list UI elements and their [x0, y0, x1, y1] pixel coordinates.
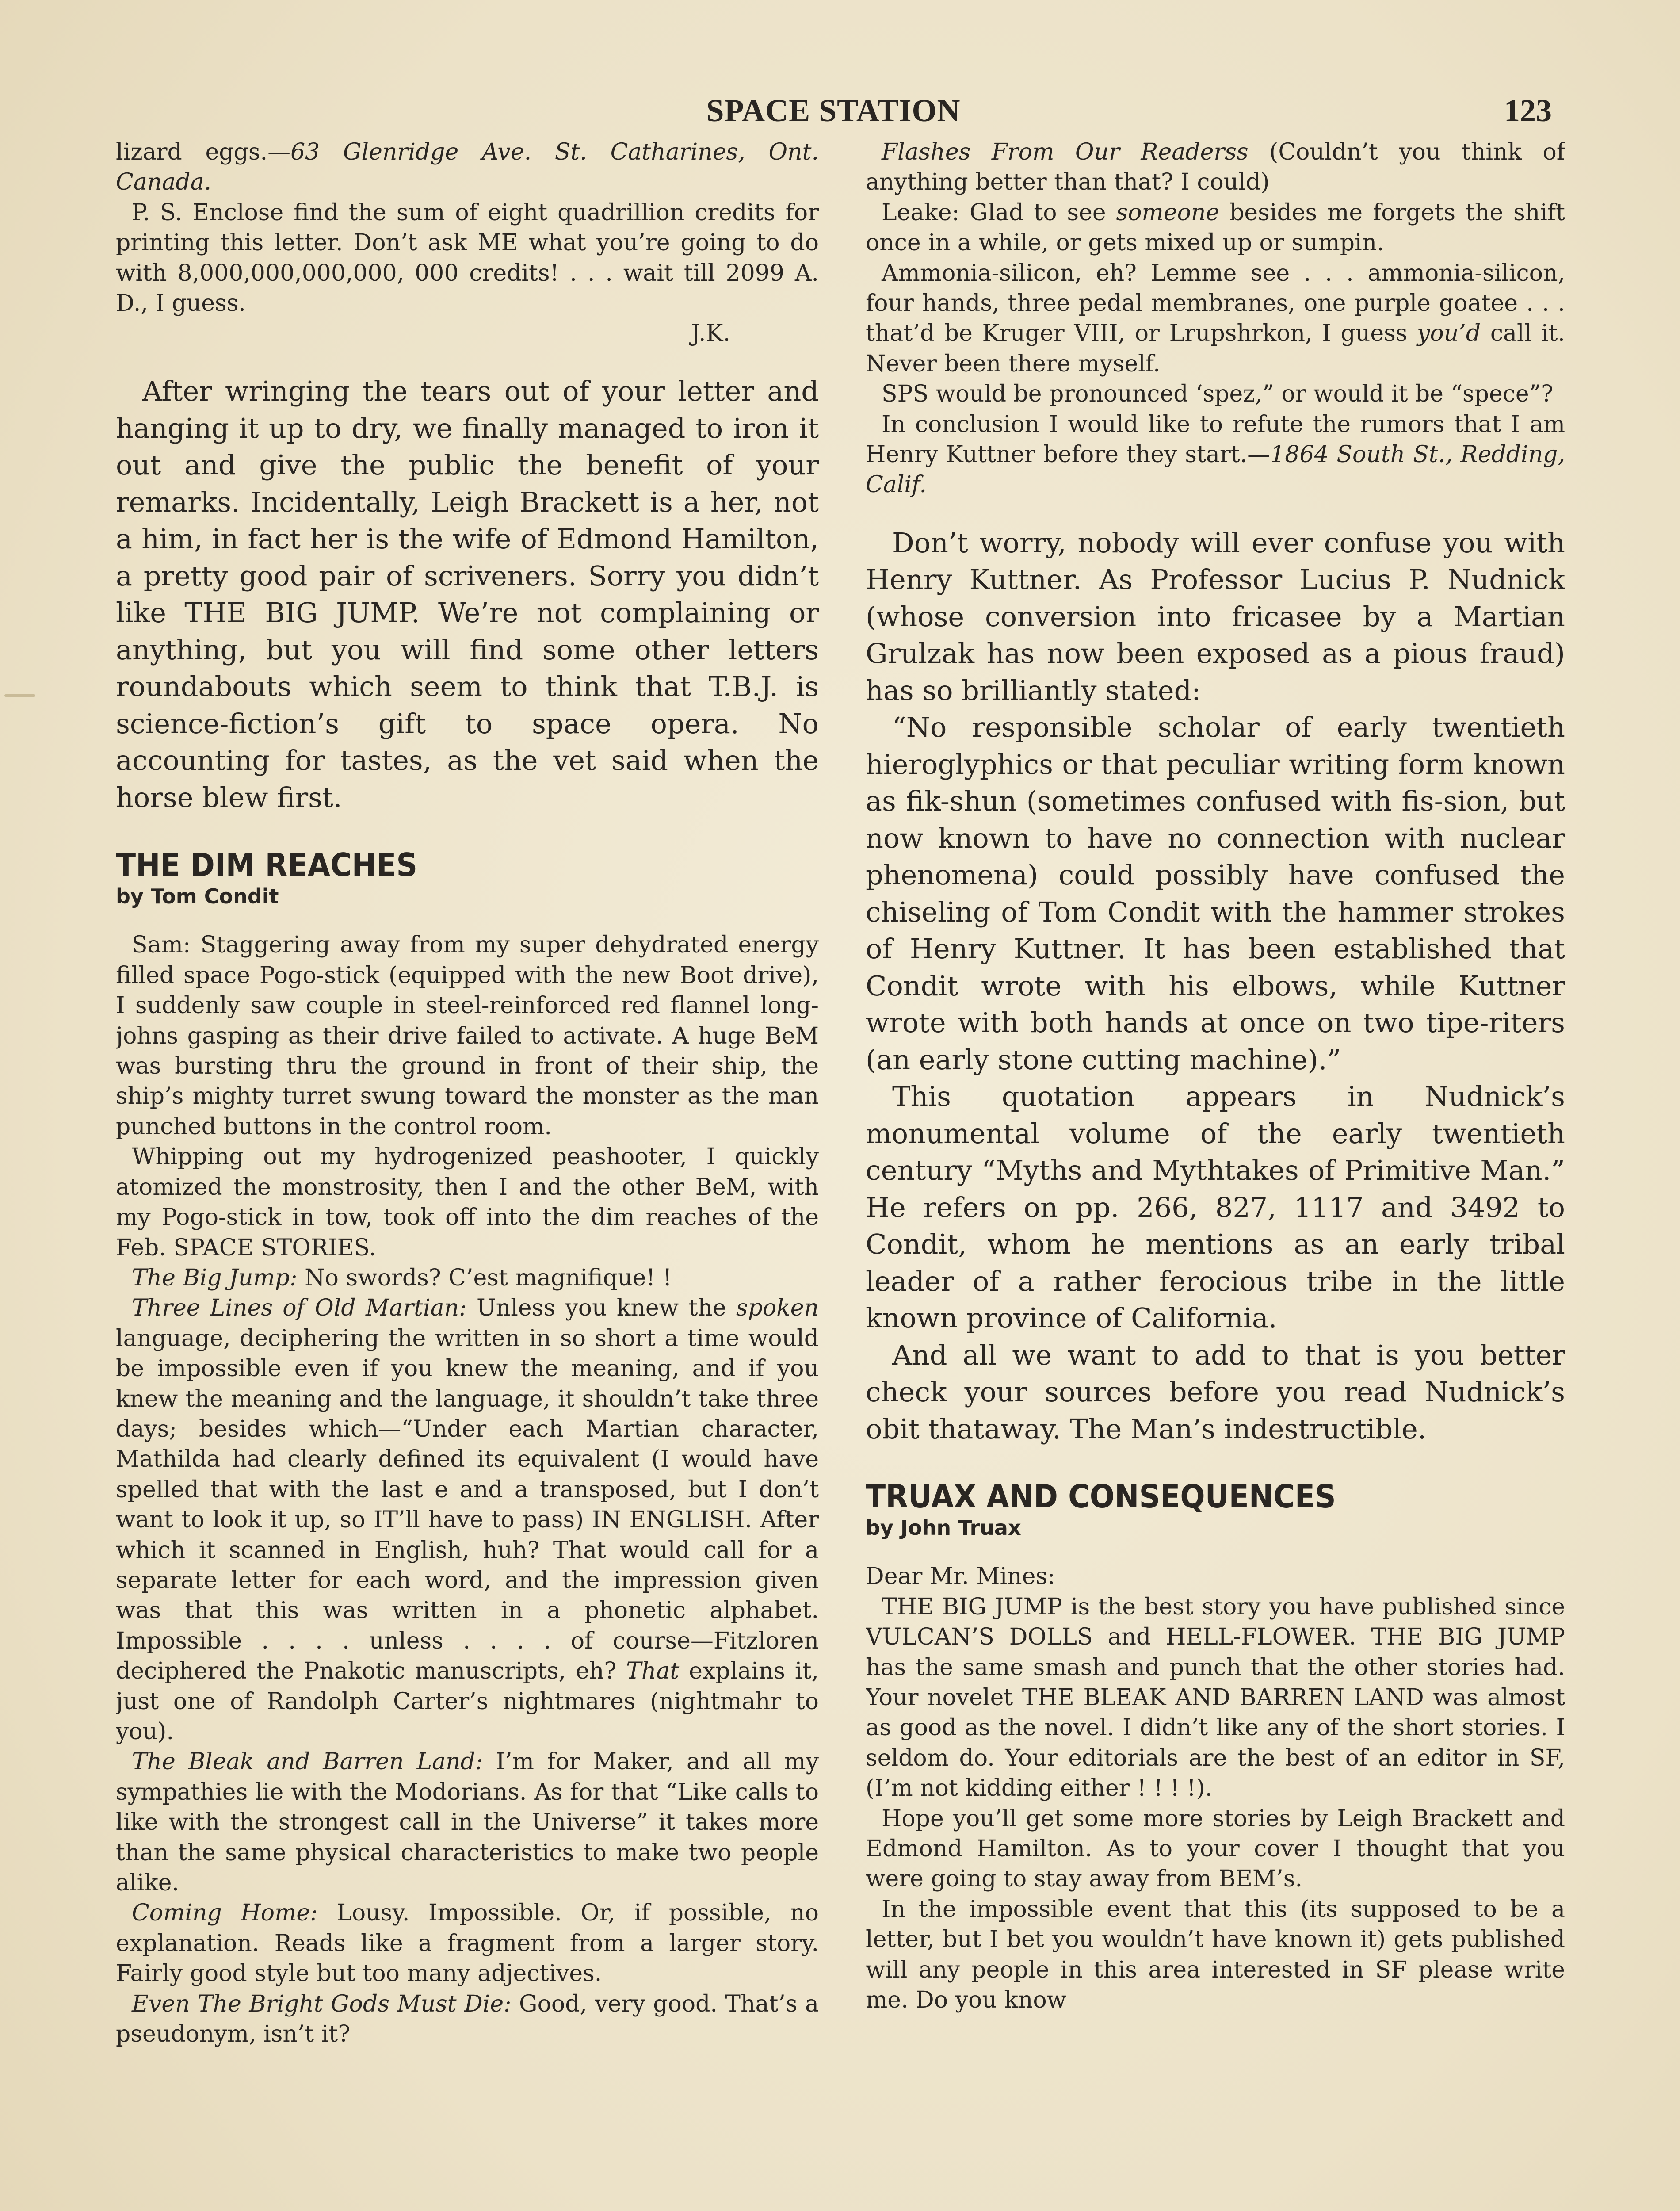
editor-reply: After wringing the tears out of your letter and hanging it up to dry, we finally managed to iron it out and give the public the benefit of your remarks. Incidentally, Leigh Brackett is a her, not a him, in fact her is the wife of Edmond Hamilton, a pretty good pair of scriveners. Sorry you didn’t like THE BIG JUMP. We’re not complaining or anything, but you will find some other letters roundabouts which seem to think that T.B.J. is science-fiction’s gift to space opera. No accounting for tastes, as the vet said when the horse blew first. — [116, 375, 819, 814]
letter-paragraph: Coming Home: Lousy. Impossible. Or, if possible, no explanation. Reads like a fragment from a larger story. Fairly good style but too many adjectives. — [116, 1900, 819, 1987]
section-title-dim-reaches: THE DIM REACHES — [116, 846, 418, 884]
letter-paragraph: THE BIG JUMP is the best story you have published since VULCAN’S DOLLS and HELL-FLOWER. THE BIG JUMP has the same smash and punch that the other stories had. Your novelet THE BLEAK AND BARREN LAND was almost as good as the novel. I didn’t like any of the short stories. I seldom do. Your editorials are the best of an editor in SF, (I’m not kidding either ! ! ! !). — [866, 1593, 1565, 1802]
letter-paragraph: In conclusion I would like to refute the rumors that I am Henry Kuttner before they start.—1864 South St., Redding, Calif. — [866, 411, 1565, 498]
letter-paragraph: Even The Bright Gods Must Die: Good, very good. That’s a pseudonym, isn’t it? — [116, 1990, 819, 2048]
condit-letter-continued — [866, 137, 1565, 500]
letter-paragraph: In the impossible event that this (its supposed to be a letter, but I bet you wouldn’t have known it) gets published will any people in this area interested in SF please write me. Do you know — [866, 1896, 1565, 2014]
dim-reaches-letter — [116, 930, 819, 2049]
byline-tom-condit: by Tom Condit — [116, 884, 279, 909]
page-number: 123 — [1504, 93, 1552, 128]
letter-initials: J.K. — [691, 320, 730, 347]
letter-paragraph: Sam: Staggering away from my super dehydrated energy filled space Pogo-stick (equipped with the new Boot drive), I suddenly saw couple in steel-reinforced red flannel long-johns gasping as their drive failed to activate. A huge BeM was bursting thru the ground in front of their ship, the ship’s mighty turret swung toward the monster as the man punched buttons in the control room. — [116, 932, 819, 1140]
letter-paragraph: The Big Jump: No swords? C’est magnifique! ! — [132, 1264, 672, 1291]
letter-paragraph: Three Lines of Old Martian: Unless you knew the spoken language, deciphering the written in so short a time would be impossible even if you knew the meaning, and if you knew the meaning and the language, it shouldn’t take three days; besides which—“Under each Martian character, Mathilda had clearly defined its equivalent (I would have spelled that with the last e and a transposed, but I don’t want to look it up, so IT’ll have to pass) IN ENGLISH. After which it scanned in English, huh? That would call for a separate letter for each word, and the impression given was that this was written in a phonetic alphabet. Impossible . . . . unless . . . . of course—Fitzloren deciphered the Pnakotic manuscripts, eh? That explains it, just one of Randolph Carter’s nightmares (nightmahr to you). — [116, 1295, 819, 1745]
byline-john-truax: by John Truax — [866, 1516, 1021, 1540]
letter-paragraph: Hope you’ll get some more stories by Leigh Brackett and Edmond Hamilton. As to your cover I thought that you were going to stay away from BEM’s. — [866, 1805, 1565, 1893]
letter-paragraph: The Bleak and Barren Land: I’m for Maker, and all my sympathies lie with the Modorians. As for that “Like calls to like with the strongest call in the Universe” it takes more than the same physical characteristics to make two people alike. — [116, 1748, 819, 1897]
letter-paragraph: SPS would be pronounced ‘spez,” or would it be “spece”? — [882, 381, 1554, 408]
letter-postscript: P. S. Enclose find the sum of eight quadrillion credits for printing this letter. Don’t ask ME what you’re going to do with 8,000,000,000,000, 000 credits! . . . wait till 2099 A. D., I guess. — [116, 199, 819, 317]
reply-paragraph: And all we want to add to that is you better check your sources before you read Nudnick’s obit thataway. The Man’s indestructible. — [866, 1339, 1565, 1445]
right-column — [866, 137, 1565, 2211]
page-edge-mark — [4, 694, 35, 697]
letter-paragraph: Flashes From Our Readerss (Couldn’t you think of anything better than that? I could) — [866, 139, 1565, 196]
letter-paragraph: Ammonia-silicon, eh? Lemme see . . . ammonia-silicon, four hands, three pedal membranes, one purple goatee . . . that’d be Kruger VIII, or Lrupshrkon, I guess you’d call it. Never been there myself. — [866, 260, 1565, 377]
letter-paragraph: Leake: Glad to see someone besides me forgets the shift once in a while, or gets mixed up or sumpin. — [866, 199, 1565, 256]
letter-salutation: Dear Mr. Mines: — [866, 1563, 1055, 1590]
reply-paragraph: This quotation appears in Nudnick’s monumental volume of the early twentieth century “Myths and Mythtakes of Primitive Man.” He refers on pp. 266, 827, 1117 and 3492 to Condit, whom he mentions as an early tribal leader of a rather ferocious tribe in the little known province of California. — [866, 1080, 1565, 1335]
running-head — [115, 93, 1552, 128]
left-column — [116, 137, 819, 2211]
reply-paragraph: “No responsible scholar of early twentieth hieroglyphics or that peculiar writing form known as fik-shun (sometimes confused with fis-sion, but now known to have no connection with nuclear phenomena) could possibly have confused the chiseling of Tom Condit with the hammer strokes of Henry Kuttner. It has been established that Condit wrote with his elbows, while Kuttner wrote with both hands at once on two tipe-riters (an early stone cutting machine).” — [866, 711, 1565, 1076]
running-title: SPACE STATION — [706, 93, 961, 128]
letter-closing-address: lizard eggs.—63 Glenridge Ave. St. Catharines, Ont. Canada. — [116, 139, 819, 196]
section-title-truax: TRUAX AND CONSEQUENCES — [866, 1478, 1336, 1515]
editor-reply-condit — [866, 524, 1565, 1448]
reply-paragraph: Don’t worry, nobody will ever confuse you with Henry Kuttner. As Professor Lucius P. Nudnick (whose conversion into fricasee by a Martian Grulzak has now been exposed as a pious fraud) has so brilliantly stated: — [866, 526, 1565, 707]
truax-letter — [866, 1561, 1565, 2015]
letter-paragraph: Whipping out my hydrogenized peashooter, I quickly atomized the monstrosity, then I and the other BeM, with my Pogo-stick in tow, took off into the dim reaches of the Feb. SPACE STORIES. — [116, 1144, 819, 1261]
